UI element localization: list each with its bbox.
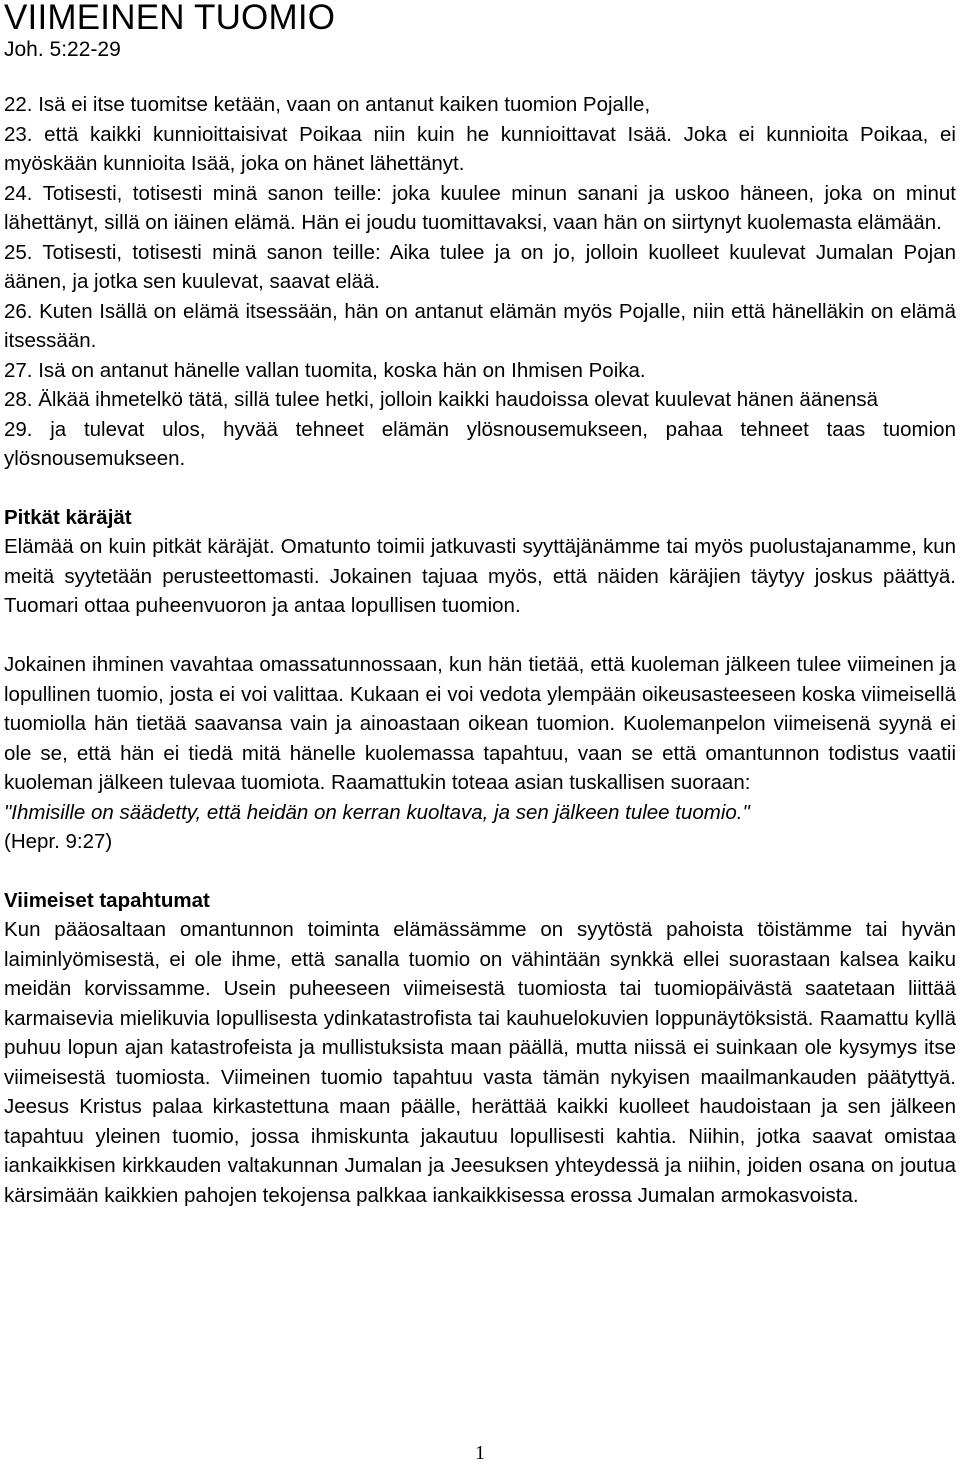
verse-29: 29. ja tulevat ulos, hyvää tehneet elämän ylösnousemukseen, pahaa tehneet taas tuomion ylösnousemukseen. <box>4 417 956 470</box>
quote-reference: (Hepr. 9:27) <box>4 830 113 853</box>
page-number: 1 <box>475 1442 485 1464</box>
body-paragraph <box>4 650 956 857</box>
bible-quote: "Ihmisille on säädetty, että heidän on kerran kuoltava, ja sen jälkeen tulee tuomio." <box>4 800 750 824</box>
section-heading: Viimeiset tapahtumat <box>4 888 210 912</box>
verse-list <box>4 90 956 474</box>
scripture-reference: Joh. 5:22-29 <box>4 38 121 61</box>
section-viimeiset-tapahtumat <box>4 886 956 1211</box>
verse-24: 24. Totisesti, totisesti minä sanon teille: joka kuulee minun sanani ja uskoo häneen, joka on minut lähettänyt, sillä on iäinen elämä. Hän ei joudu tuomittavaksi, vaan hän on siirtynyt kuolemasta elämään. <box>4 181 956 234</box>
verse-26: 26. Kuten Isällä on elämä itsessään, hän on antanut elämän myös Pojalle, niin että hänelläkin on elämä itsessään. <box>4 299 956 352</box>
section-heading: Pitkät käräjät <box>4 505 132 529</box>
section-pitkat-karajat <box>4 503 956 857</box>
body-paragraph: Kun pääosaltaan omantunnon toiminta elämässämme on syytöstä pahoista töistämme tai hyvän laiminlyömisestä, ei ole ihme, että sanalla tuomio on vähintään synkkä ellei suorastaan kalsea kaiku meidän korvissamme. Usein puheeseen viimeisestä tuomiosta tai tuomiopäivästä saatetaan liittää karmaisevia mielikuvia lopullisesta ydinkatastrofista tai kauhuelokuvien loppunäytöksistä. Raamattu kyllä puhuu lopun ajan katastrofeista ja mullistuksista maan päällä, mutta niissä ei suinkaan ole kysymys itse viimeisestä tuomiosta. Viimeinen tuomio tapahtuu vasta tämän nykyisen maailmankauden päätyttyä. Jeesus Kristus palaa kirkastettuna maan päälle, herättää kaikki kuolleet haudoistaan ja sen jälkeen tapahtuu yleinen tuomio, jossa ihmiskunta jakautuu lopullisesti kahtia. Niihin, jotka saavat omistaa iankaikkisen kirkkauden valtakunnan Jumalan ja Jeesuksen yhteydessä ja niihin, joiden osana on joutua kärsimään kaikkien pahojen tekojensa palkkaa iankaikkisessa erossa Jumalan armokasvoista. <box>4 918 956 1207</box>
verse-28: 28. Älkää ihmetelkö tätä, sillä tulee hetki, jolloin kaikki haudoissa olevat kuulevat hänen äänensä <box>4 388 879 411</box>
verse-27: 27. Isä on antanut hänelle vallan tuomita, koska hän on Ihmisen Poika. <box>4 358 646 382</box>
paragraph-text: Jokainen ihminen vavahtaa omassatunnossaan, kun hän tietää, että kuoleman jälkeen tulee viimeinen ja lopullinen tuomio, josta ei voi valittaa. Kukaan ei voi vedota ylempään oikeusasteeseen koska viimeisellä tuomiolla hän tietää saavansa vain ja ainoastaan oikean tuomion. Kuolemanpelon viimeisenä syynä ei ole se, että hän ei tiedä mitä hänelle kuolemassa tapahtuu, vaan se että omantunnon todistus vaatii kuoleman jälkeen tulevaa tuomiota. Raamattukin toteaa asian tuskallisen suoraan: <box>4 653 956 794</box>
verse-22: 22. Isä ei itse tuomitse ketään, vaan on antanut kaiken tuomion Pojalle, <box>4 93 651 116</box>
verse-23: 23. että kaikki kunnioittaisivat Poikaa niin kuin he kunnioittavat Isää. Joka ei kunnioita Poikaa, ei myöskään kunnioita Isää, joka on hänet lähettänyt. <box>4 122 956 175</box>
verse-25: 25. Totisesti, totisesti minä sanon teille: Aika tulee ja on jo, jolloin kuolleet kuulevat Jumalan Pojan äänen, ja jotka sen kuulevat, saavat elää. <box>4 240 956 293</box>
body-paragraph: Elämää on kuin pitkät käräjät. Omatunto toimii jatkuvasti syyttäjänämme tai myös puolustajanamme, kun meitä syytetään perusteettomasti. Jokainen tajuaa myös, että näiden käräjien täytyy joskus päättyä. Tuomari ottaa puheenvuoron ja antaa lopullisen tuomion. <box>4 535 956 617</box>
document-page <box>4 0 956 1210</box>
document-title: VIIMEINEN TUOMIO <box>4 0 336 37</box>
